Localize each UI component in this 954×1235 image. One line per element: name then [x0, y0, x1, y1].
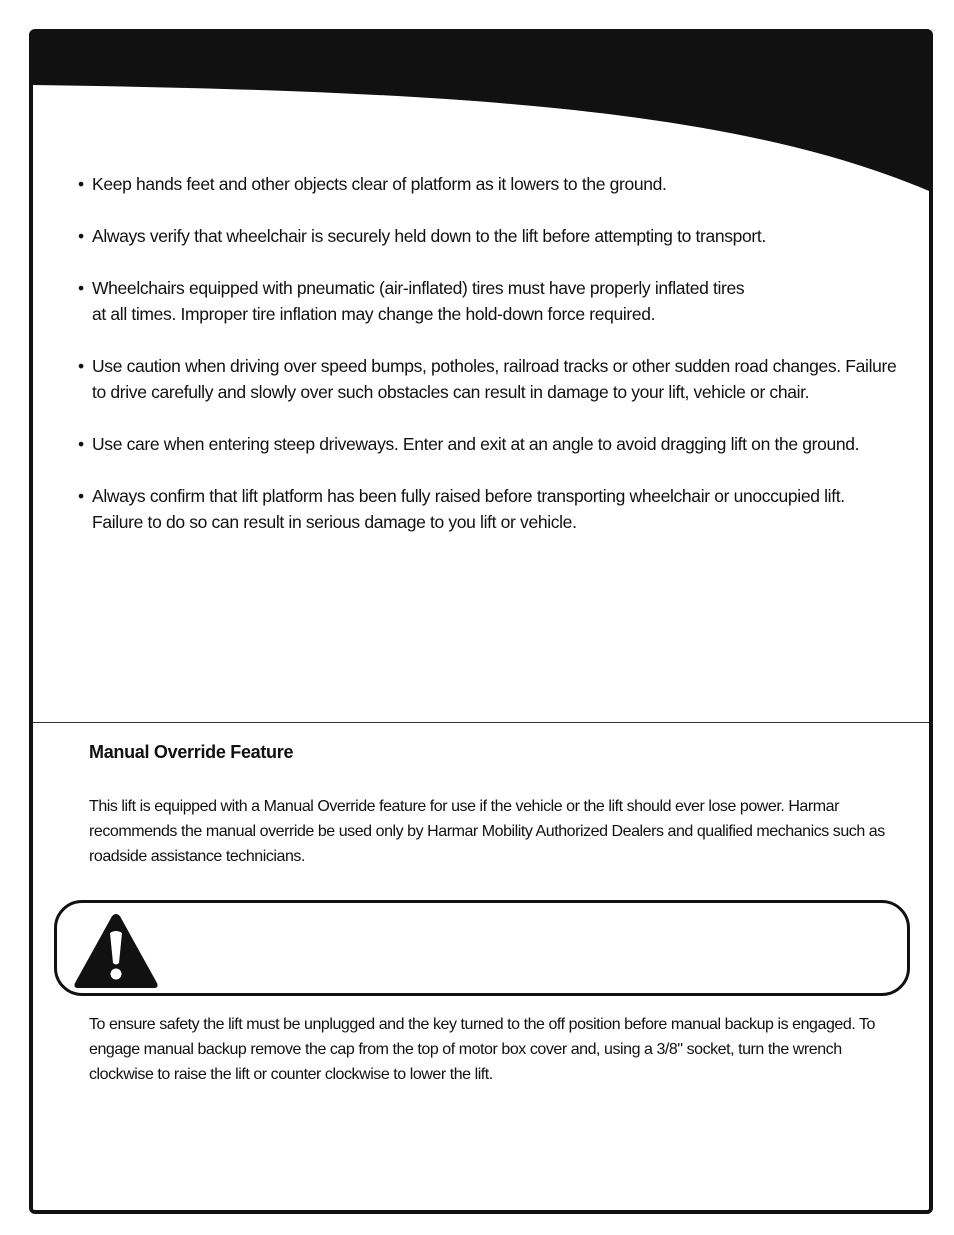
bullet-text: Use caution when driving over speed bumps, potholes, railroad tracks or other sudden road changes. Failure to drive carefully and slowly over such obstacles can result in damage to your lift, vehicle or chair.: [92, 356, 897, 402]
bullet-item: [78, 223, 898, 249]
manual-override-intro: This lift is equipped with a Manual Override feature for use if the vehicle or the lift should ever lose power. Harmar recommends the manual override be used only by Harmar Mobility Authorized Dealers and qualified mechanics such as roadside assistance technicians.: [89, 798, 885, 865]
bullet-dot: •: [78, 174, 84, 194]
bullet-dot: •: [78, 356, 84, 376]
bullet-item: [78, 431, 898, 457]
section-divider: [33, 722, 929, 723]
bullet-dot: •: [78, 486, 84, 506]
warning-box: [54, 900, 910, 996]
manual-backup-instructions: To ensure safety the lift must be unplugged and the key turned to the off position before manual backup is engaged. To engage manual backup remove the cap from the top of motor box cover and, using a 3/8" socket, turn the wrench clockwise to raise the lift or counter clockwise to lower the lift.: [89, 1016, 875, 1083]
page-frame: [29, 29, 933, 1214]
bullet-item: [78, 171, 898, 197]
warning-triangle-icon: [71, 911, 161, 991]
bullet-item: [78, 275, 898, 327]
bullet-text: Keep hands feet and other objects clear of platform as it lowers to the ground.: [92, 174, 667, 194]
bullet-item: [78, 483, 898, 535]
bullet-item: [78, 353, 898, 405]
bullet-text: Always confirm that lift platform has been fully raised before transporting wheelchair or unoccupied lift. Failure to do so can result in serious damage to you lift or vehicle.: [92, 486, 845, 532]
bullet-dot: •: [78, 434, 84, 454]
safety-bullet-list: [78, 171, 898, 561]
bullet-dot: •: [78, 226, 84, 246]
section-title: Manual Override Feature: [89, 742, 294, 762]
bullet-text: Always verify that wheelchair is securely held down to the lift before attempting to transport.: [92, 226, 766, 246]
bullet-text: Use care when entering steep driveways. Enter and exit at an angle to avoid dragging lift on the ground.: [92, 434, 860, 454]
bullet-dot: •: [78, 278, 84, 298]
bullet-text: Wheelchairs equipped with pneumatic (air-inflated) tires must have properly inflated tires at all times. Improper tire inflation may change the hold-down force required.: [92, 278, 745, 324]
